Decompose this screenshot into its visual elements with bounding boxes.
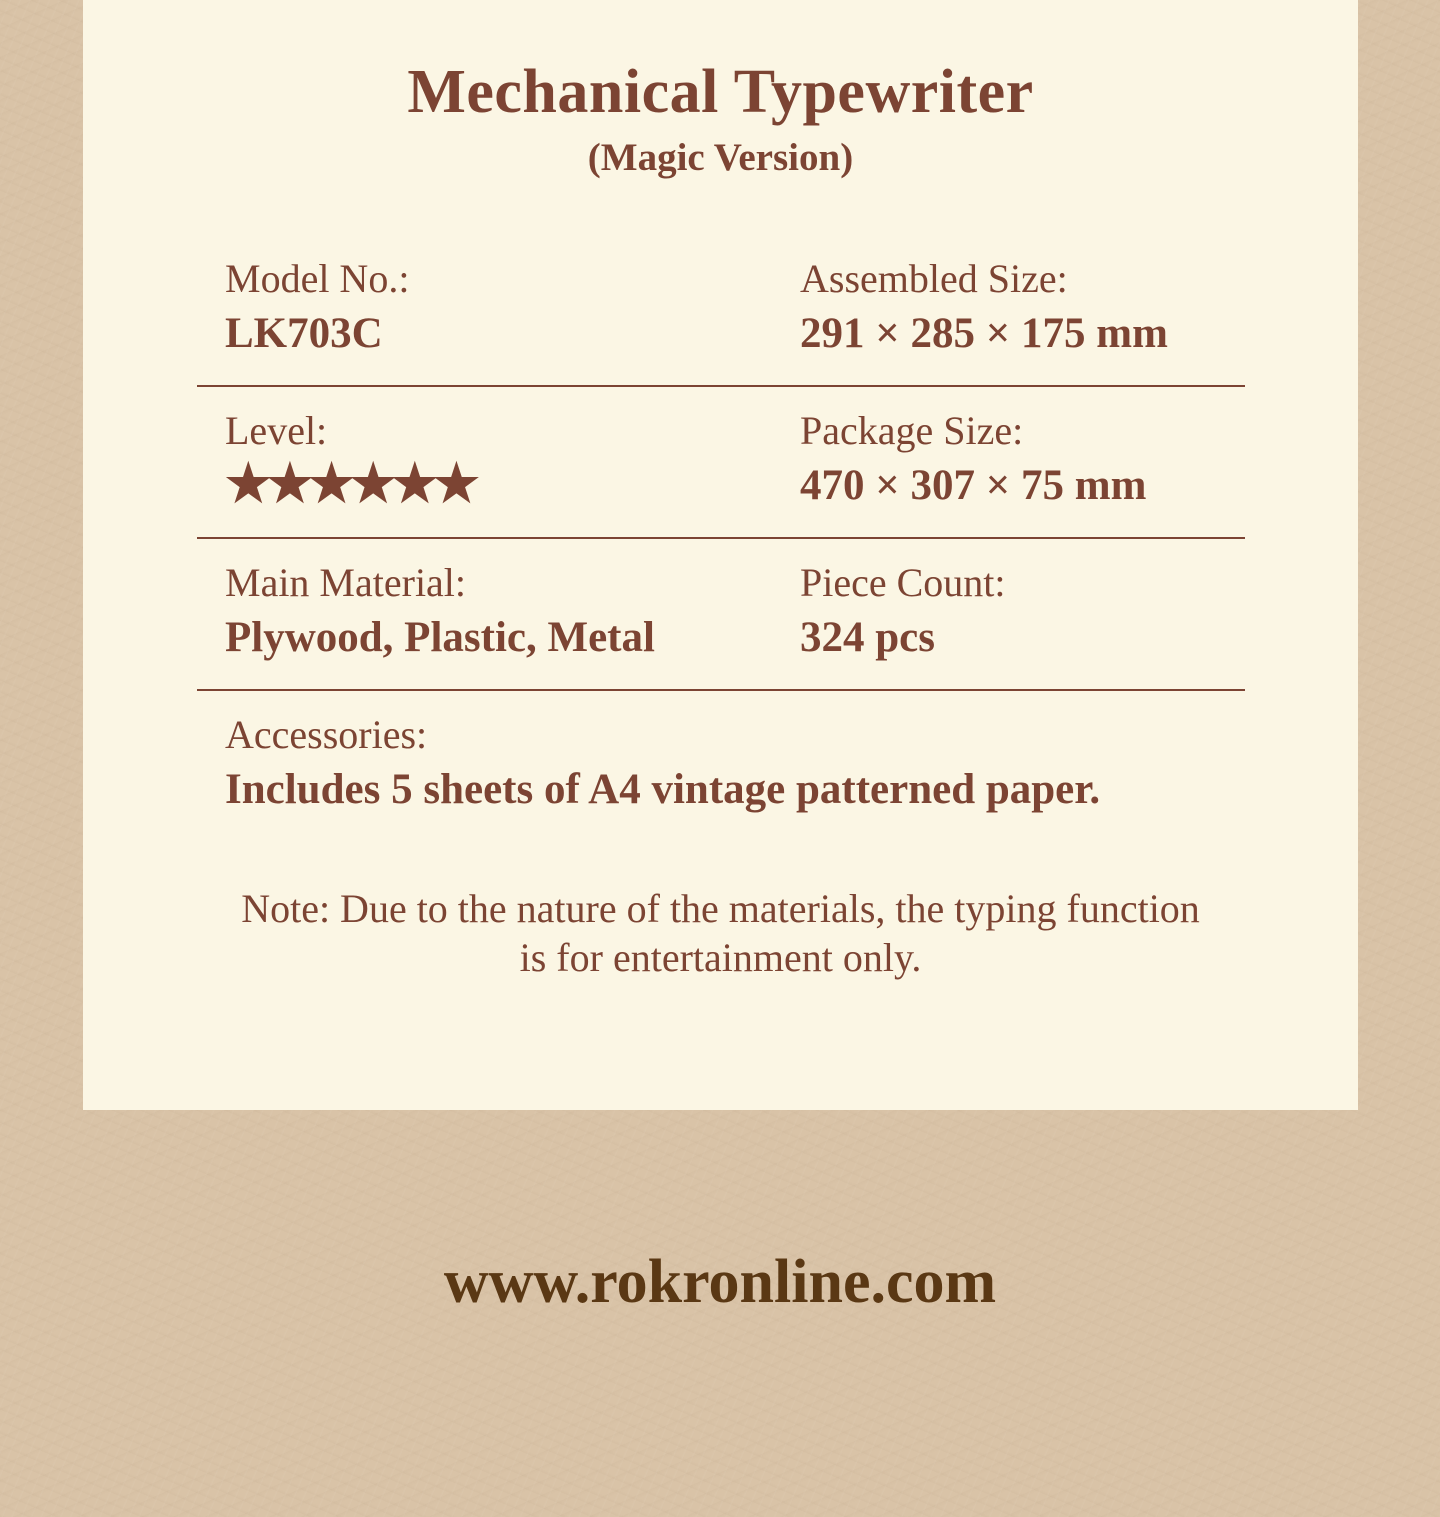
spec-cell-accessories bbox=[225, 711, 1245, 817]
spec-cell-level bbox=[225, 407, 800, 513]
spec-cell-assembled-size bbox=[800, 255, 1245, 361]
product-title: Mechanical Typewriter bbox=[407, 58, 1034, 126]
assembled-size-label: Assembled Size: bbox=[800, 256, 1068, 301]
spec-cell-package-size bbox=[800, 407, 1245, 513]
spec-row-level-package bbox=[197, 387, 1245, 539]
spec-row-model-size bbox=[197, 235, 1245, 387]
spec-card bbox=[83, 0, 1358, 1110]
accessories-value: Includes 5 sheets of A4 vintage patterned paper. bbox=[225, 766, 1101, 813]
product-subtitle: (Magic Version) bbox=[587, 136, 854, 179]
assembled-size-value: 291 × 285 × 175 mm bbox=[800, 310, 1168, 357]
spec-row-accessories bbox=[197, 691, 1245, 841]
package-size-value: 470 × 307 × 75 mm bbox=[800, 462, 1147, 509]
website-url: www.rokronline.com bbox=[443, 1248, 997, 1316]
model-no-value: LK703C bbox=[225, 310, 383, 357]
disclaimer-note-line2: is for entertainment only. bbox=[519, 935, 922, 980]
spec-cell-piece-count bbox=[800, 559, 1245, 665]
level-stars-rating: ★★★★★★ bbox=[225, 456, 475, 513]
disclaimer-note bbox=[83, 884, 1358, 982]
spec-cell-model-no bbox=[225, 255, 800, 361]
spec-table bbox=[197, 235, 1245, 841]
model-no-label: Model No.: bbox=[225, 256, 410, 301]
piece-count-value: 324 pcs bbox=[800, 614, 935, 661]
main-material-value: Plywood, Plastic, Metal bbox=[225, 614, 655, 661]
piece-count-label: Piece Count: bbox=[800, 560, 1006, 605]
disclaimer-note-line1: Note: Due to the nature of the materials, the typing function bbox=[241, 886, 1200, 931]
header bbox=[83, 56, 1358, 182]
accessories-label: Accessories: bbox=[225, 712, 428, 757]
spec-cell-main-material bbox=[225, 559, 800, 665]
spec-row-material-pieces bbox=[197, 539, 1245, 691]
level-label: Level: bbox=[225, 408, 328, 453]
main-material-label: Main Material: bbox=[225, 560, 467, 605]
package-size-label: Package Size: bbox=[800, 408, 1024, 453]
